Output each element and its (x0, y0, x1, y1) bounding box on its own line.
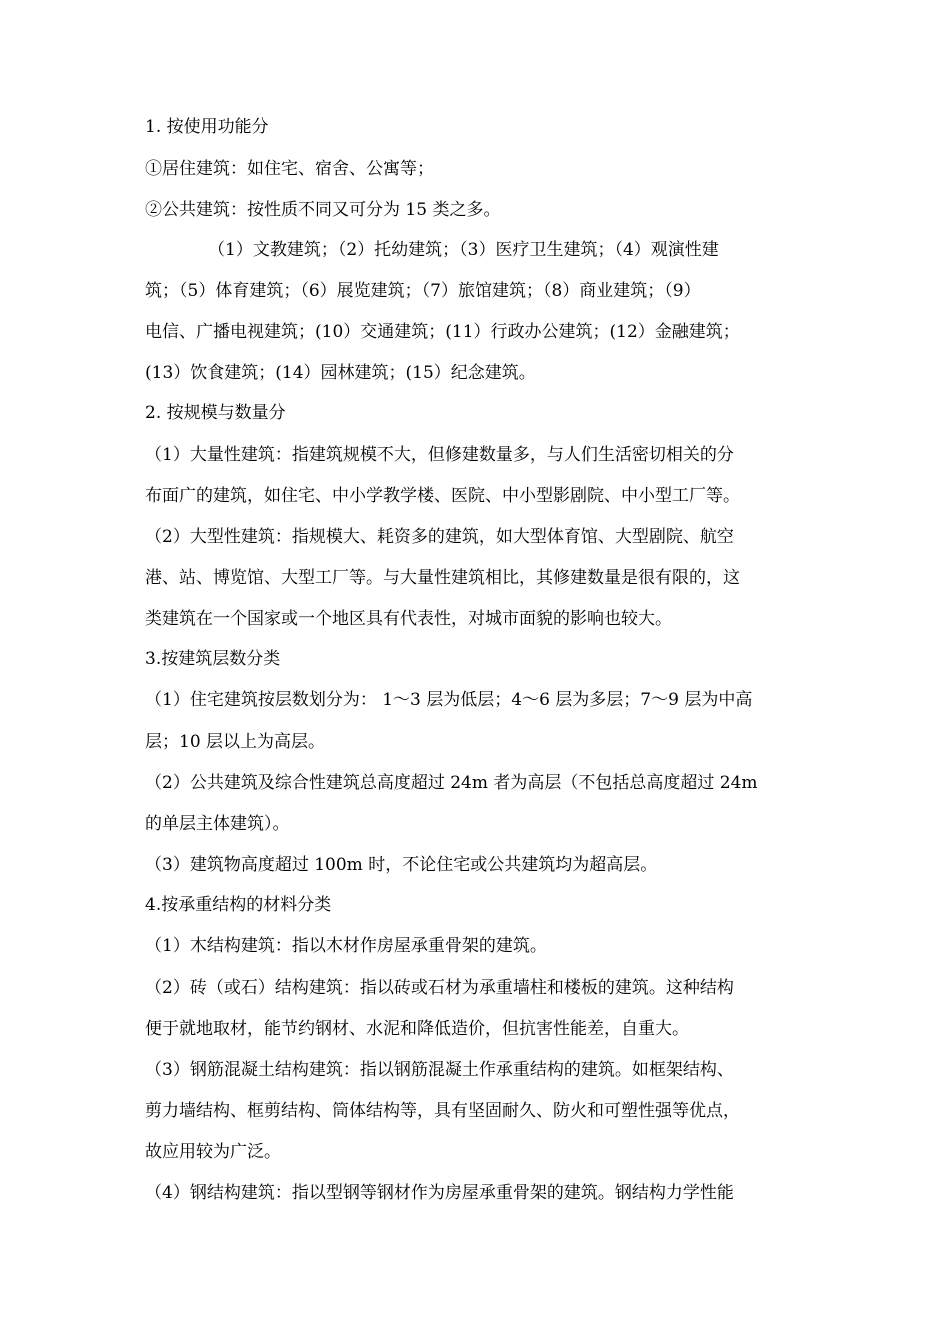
paragraph-line: （1）住宅建筑按层数划分为： 1～3 层为低层；4～6 层为多层；7～9 层为中高 (145, 690, 753, 710)
paragraph-line: （3）建筑物高度超过 100m 时，不论住宅或公共建筑均为超高层。 (145, 855, 658, 875)
paragraph-line: （1）木结构建筑：指以木材作房屋承重骨架的建筑。 (145, 936, 547, 956)
paragraph-line: （1）文教建筑；（2）托幼建筑；（3）医疗卫生建筑；（4）观演性建 (208, 240, 719, 260)
paragraph-line: （1）大量性建筑：指建筑规模不大，但修建数量多，与人们生活密切相关的分 (145, 445, 734, 465)
paragraph-line: （3）钢筋混凝土结构建筑：指以钢筋混凝土作承重结构的建筑。如框架结构、 (145, 1060, 734, 1080)
paragraph-line: 故应用较为广泛。 (145, 1142, 281, 1162)
heading-by-scale: 2. 按规模与数量分 (145, 403, 286, 423)
paragraph-line: ①居住建筑：如住宅、宿舍、公寓等； (145, 159, 434, 179)
heading-by-floors: 3.按建筑层数分类 (145, 649, 281, 669)
paragraph-line: （2）砖（或石）结构建筑：指以砖或石材为承重墙柱和楼板的建筑。这种结构 (145, 978, 734, 998)
heading-by-structure-material: 4.按承重结构的材料分类 (145, 895, 332, 915)
paragraph-line: 港、站、博览馆、大型工厂等。与大量性建筑相比，其修建数量是很有限的，这 (145, 568, 740, 588)
paragraph-line: 层；10 层以上为高层。 (145, 732, 326, 752)
paragraph-line: 的单层主体建筑）。 (145, 814, 290, 834)
paragraph-line: (13）饮食建筑；(14）园林建筑；(15）纪念建筑。 (145, 363, 536, 383)
paragraph-line: （2）公共建筑及综合性建筑总高度超过 24m 者为高层（不包括总高度超过 24m (145, 773, 758, 793)
paragraph-line: 类建筑在一个国家或一个地区具有代表性，对城市面貌的影响也较大。 (145, 609, 672, 629)
paragraph-line: 筑；（5）体育建筑；（6）展览建筑；（7）旅馆建筑；（8）商业建筑；（9） (145, 281, 701, 301)
paragraph-line: ②公共建筑：按性质不同又可分为 15 类之多。 (145, 200, 501, 220)
heading-by-function: 1. 按使用功能分 (145, 117, 269, 137)
paragraph-line: （2）大型性建筑：指规模大、耗资多的建筑，如大型体育馆、大型剧院、航空 (145, 527, 734, 547)
paragraph-line: 便于就地取材，能节约钢材、水泥和降低造价，但抗害性能差，自重大。 (145, 1019, 689, 1039)
paragraph-line: 布面广的建筑，如住宅、中小学教学楼、医院、中小型影剧院、中小型工厂等。 (145, 486, 740, 506)
paragraph-line: 剪力墙结构、框剪结构、筒体结构等，具有坚固耐久、防火和可塑性强等优点， (145, 1101, 740, 1121)
paragraph-line: （4）钢结构建筑：指以型钢等钢材作为房屋承重骨架的建筑。钢结构力学性能 (145, 1183, 734, 1203)
paragraph-line: 电信、广播电视建筑；(10）交通建筑；(11）行政办公建筑；(12）金融建筑； (145, 322, 740, 342)
